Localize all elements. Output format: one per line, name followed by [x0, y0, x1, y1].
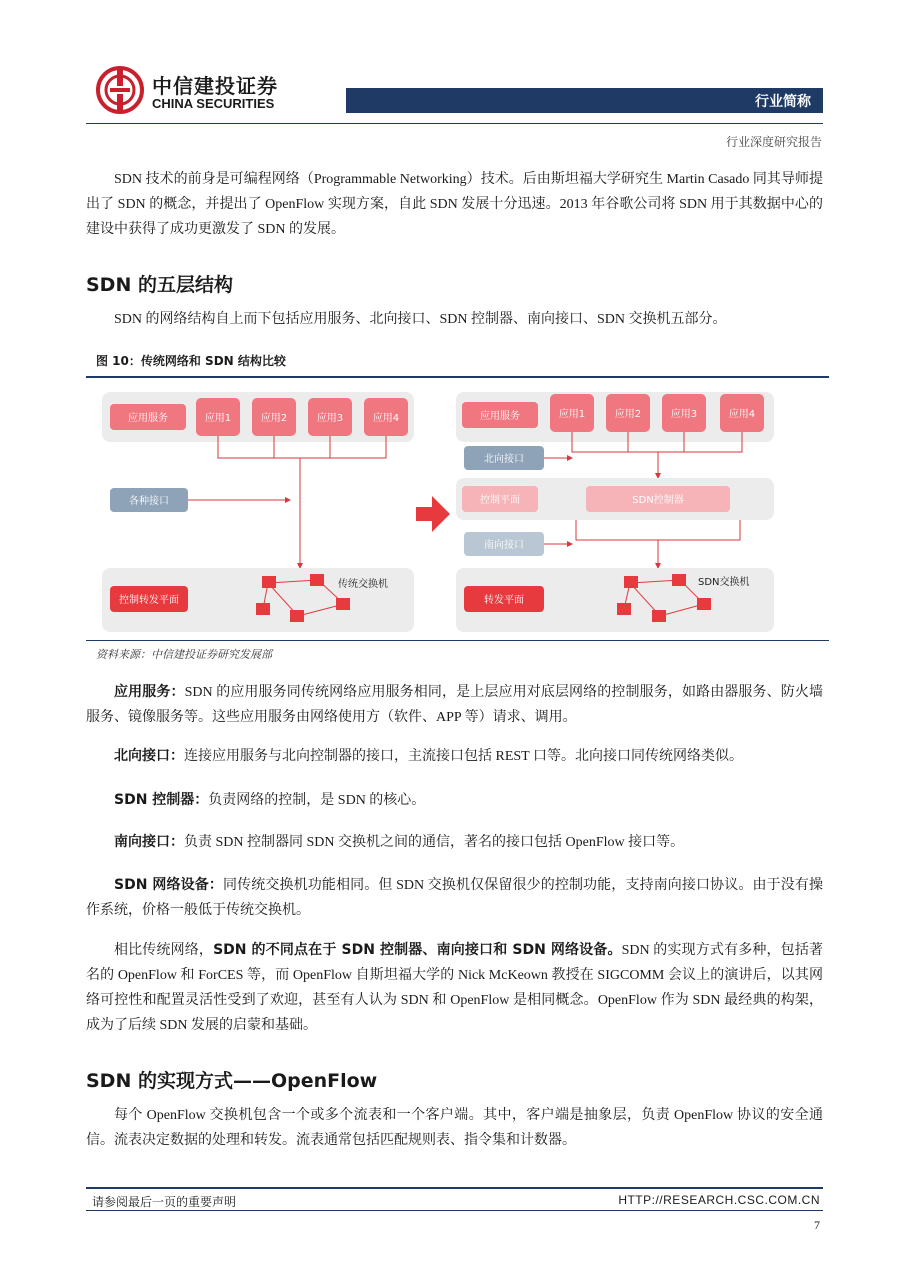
section-heading-five-layers: SDN 的五层结构 — [86, 274, 233, 296]
comparison-bold: SDN 的不同点在于 SDN 控制器、南向接口和 SDN 网络设备。 — [213, 942, 622, 958]
item-app-service — [86, 680, 823, 730]
left-interface-label: 各种接口 — [129, 496, 169, 507]
right-controller-label: SDN控制器 — [632, 495, 684, 506]
header-bar — [346, 88, 823, 113]
report-type: 行业深度研究报告 — [725, 135, 822, 149]
logo-text-cn: 中信建投证券 — [152, 74, 278, 98]
right-app-3-label: 应用3 — [670, 409, 698, 420]
left-app-3-label: 应用3 — [316, 413, 344, 424]
left-control-plane-label: 控制转发平面 — [119, 595, 179, 606]
right-forward-plane-label: 转发平面 — [484, 595, 524, 606]
comparison-pre: 相比传统网络， — [114, 943, 214, 958]
right-app-1-label: 应用1 — [558, 409, 586, 420]
footer-url[interactable]: HTTP://RESEARCH.CSC.COM.CN — [618, 1193, 820, 1207]
figure-title: 图 10：传统网络和 SDN 结构比较 — [96, 354, 286, 368]
right-app-4-label: 应用4 — [728, 409, 756, 420]
item-label: 南向接口： — [114, 834, 184, 850]
item-text: 同传统交换机功能相同。但 SDN 交换机仅保留很少的控制功能，支持南向接口协议。由于没有操作系统，价格一般低于传统交换机。 — [86, 878, 823, 918]
right-control-plane-label: 控制平面 — [480, 495, 520, 506]
left-app-1-label: 应用1 — [204, 413, 232, 424]
left-switch-label: 传统交换机 — [338, 579, 388, 590]
sdn-network-diagram — [456, 392, 774, 632]
left-connectors — [218, 436, 386, 568]
right-connectors-bottom — [576, 520, 740, 568]
footer-disclaimer: 请参阅最后一页的重要声明 — [92, 1195, 237, 1209]
section-heading-openflow: SDN 的实现方式——OpenFlow — [86, 1070, 378, 1092]
section1-paragraph: SDN 的网络结构自上而下包括应用服务、北向接口、SDN 控制器、南向接口、SDN 交换机五部分。 — [114, 312, 727, 327]
item-text: 负责网络的控制，是 SDN 的核心。 — [208, 793, 426, 808]
industry-label: 行业简称 — [755, 94, 811, 110]
item-controller — [86, 788, 823, 813]
traditional-network-diagram — [102, 392, 414, 632]
comparison-post: SDN 的实现方式有多种，包括著名的 OpenFlow 和 ForCES 等，而 OpenFlow 自斯坦福大学的 Nick McKeown 教授在 SIGCOMM 会议上的演讲后，以其网络可控性和配置灵活性受到了欢迎，甚至有人认为 SDN 和 OpenFlow 是相同概念。OpenFlow 作为 SDN 最经典的构架，成为了后续 SDN 发展的启蒙和基础。 — [86, 943, 823, 1033]
item-label: SDN 网络设备： — [114, 877, 224, 893]
figure-bottom-rule — [86, 640, 829, 641]
architecture-diagram — [86, 380, 829, 638]
right-switch-label: SDN交换机 — [698, 577, 750, 588]
right-southbound-label: 南向接口 — [484, 540, 524, 551]
figure-source: 资料来源：中信建投证券研究发展部 — [96, 649, 272, 661]
footer-divider — [86, 1187, 823, 1189]
item-northbound — [86, 744, 823, 769]
header-divider — [86, 123, 823, 124]
item-text: 连接应用服务与北向控制器的接口，主流接口包括 REST 口等。北向接口同传统网络类似。 — [184, 749, 743, 764]
intro-paragraph: SDN 技术的前身是可编程网络（Programmable Networking）技术。后由斯坦福大学研究生 Martin Casado 同其导师提出了 SDN 的概念，并提出了 OpenFlow 实现方案，自此 SDN 发展十分迅速。2013 年谷歌公司将 SDN 用于其数据中心的建设中获得了成功更激发了 SDN 的发展。 — [86, 172, 823, 237]
left-app-2-label: 应用2 — [260, 413, 288, 424]
item-label: 北向接口： — [114, 748, 184, 764]
page-number: 7 — [814, 1218, 820, 1232]
left-app-4-label: 应用4 — [372, 413, 400, 424]
item-text: SDN 的应用服务同传统网络应用服务相同，是上层应用对底层网络的控制服务，如路由器服务、防火墙服务、镜像服务等。这些应用服务由网络使用方（软件、APP 等）请求、调用。 — [86, 685, 823, 725]
comparison-paragraph — [86, 938, 823, 1038]
logo-emblem-icon — [96, 66, 144, 114]
logo — [96, 66, 296, 118]
transition-arrow-icon — [416, 496, 450, 532]
item-label: SDN 控制器： — [114, 792, 209, 808]
right-app-2-label: 应用2 — [614, 409, 642, 420]
item-text: 负责 SDN 控制器同 SDN 交换机之间的通信，著名的接口包括 OpenFlow 接口等。 — [184, 835, 685, 850]
item-label: 应用服务： — [114, 684, 185, 700]
right-northbound-label: 北向接口 — [484, 454, 524, 465]
section2-paragraph: 每个 OpenFlow 交换机包含一个或多个流表和一个客户端。其中，客户端是抽象层，负责 OpenFlow 协议的安全通信。流表决定数据的处理和转发。流表通常包括匹配规则表、指令集和计数器。 — [86, 1108, 823, 1148]
footer-divider-2 — [86, 1210, 823, 1211]
figure-top-rule — [86, 376, 829, 378]
logo-text-en: CHINA SECURITIES — [152, 96, 275, 111]
item-network-device — [86, 873, 823, 923]
right-app-service-label: 应用服务 — [480, 411, 520, 422]
left-app-service-label: 应用服务 — [128, 413, 168, 424]
item-southbound — [86, 830, 823, 855]
